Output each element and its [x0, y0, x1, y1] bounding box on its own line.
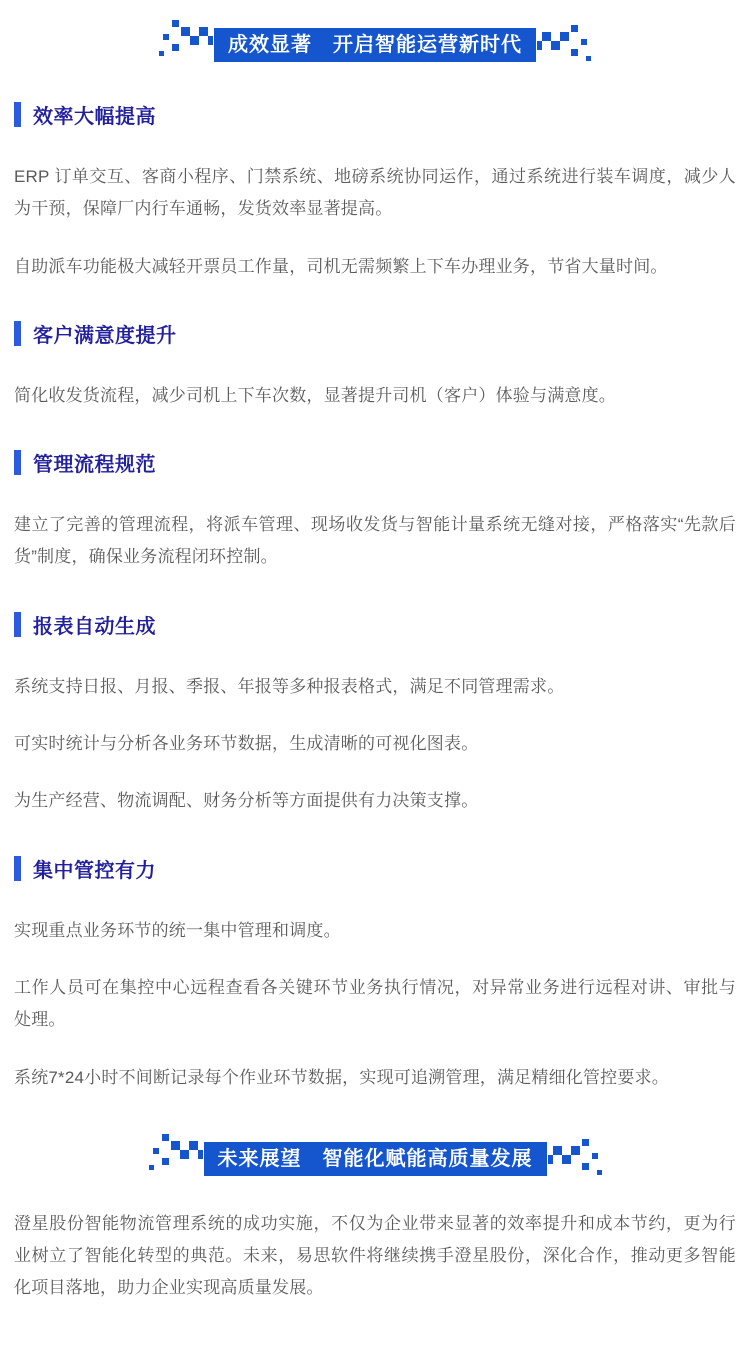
closing-paragraph: 澄星股份智能物流管理系统的成功实施，不仅为企业带来显著的效率提升和成本节约，更为行业树立了智能化转型的典范。未来，易思软件将继续携手澄星股份，深化合作，推动更多智能化项目落地，助力企业实现高质量发展。 — [14, 1213, 736, 1298]
paragraph: 自助派车功能极大减轻开票员工作量，司机无需频繁上下车办理业务，节省大量时间。 — [14, 256, 668, 276]
checker-flag-left-icon — [159, 20, 213, 56]
paragraph: 建立了完善的管理流程，将派车管理、现场收发货与智能计量系统无缝对接，严格落实“先款后货”制度，确保业务流程闭环控制。 — [14, 515, 736, 567]
banner-outlook — [14, 1140, 736, 1178]
heading-bar — [14, 102, 21, 127]
heading-bar — [14, 612, 21, 637]
section-satisfaction — [14, 319, 736, 412]
section-process — [14, 448, 736, 574]
paragraph: 系统7*24小时不间断记录每个作业环节数据，实现可追溯管理，满足精细化管控要求。 — [14, 1067, 669, 1087]
checker-flag-left-icon — [149, 1134, 203, 1170]
heading-bar — [14, 321, 21, 346]
paragraph: 实现重点业务环节的统一集中管理和调度。 — [14, 920, 341, 940]
section-reports — [14, 610, 736, 818]
section-central-control — [14, 854, 736, 1094]
section-heading-text: 客户满意度提升 — [33, 324, 177, 347]
heading-bar — [14, 856, 21, 881]
section-efficiency — [14, 100, 736, 283]
checker-flag-right-icon — [548, 1139, 602, 1175]
paragraph: ERP 订单交互、客商小程序、门禁系统、地磅系统协同运作，通过系统进行装车调度，减少人为干预，保障厂内行车通畅，发货效率显著提高。 — [14, 167, 736, 219]
section-heading-text: 报表自动生成 — [33, 615, 156, 638]
section-heading — [14, 610, 736, 639]
paragraph: 可实时统计与分析各业务环节数据，生成清晰的可视化图表。 — [14, 734, 479, 754]
section-heading — [14, 319, 736, 348]
checker-flag-right-icon — [537, 25, 591, 61]
section-heading — [14, 100, 736, 129]
banner-title: 成效显著 开启智能运营新时代 — [214, 28, 536, 62]
section-heading — [14, 448, 736, 477]
banner-results — [14, 26, 736, 64]
paragraph: 为生产经营、物流调配、财务分析等方面提供有力决策支撑。 — [14, 791, 479, 811]
banner-title: 未来展望 智能化赋能高质量发展 — [204, 1142, 547, 1176]
heading-bar — [14, 450, 21, 475]
section-heading — [14, 854, 736, 883]
paragraph: 工作人员可在集控中心远程查看各关键环节业务执行情况，对异常业务进行远程对讲、审批与处理。 — [14, 977, 736, 1030]
paragraph: 系统支持日报、月报、季报、年报等多种报表格式，满足不同管理需求。 — [14, 676, 565, 696]
section-heading-text: 管理流程规范 — [33, 454, 156, 477]
section-heading-text: 集中管控有力 — [33, 859, 156, 882]
section-heading-text: 效率大幅提高 — [33, 106, 156, 128]
paragraph: 简化收发货流程，减少司机上下车次数，显著提升司机（客户）体验与满意度。 — [14, 385, 616, 405]
